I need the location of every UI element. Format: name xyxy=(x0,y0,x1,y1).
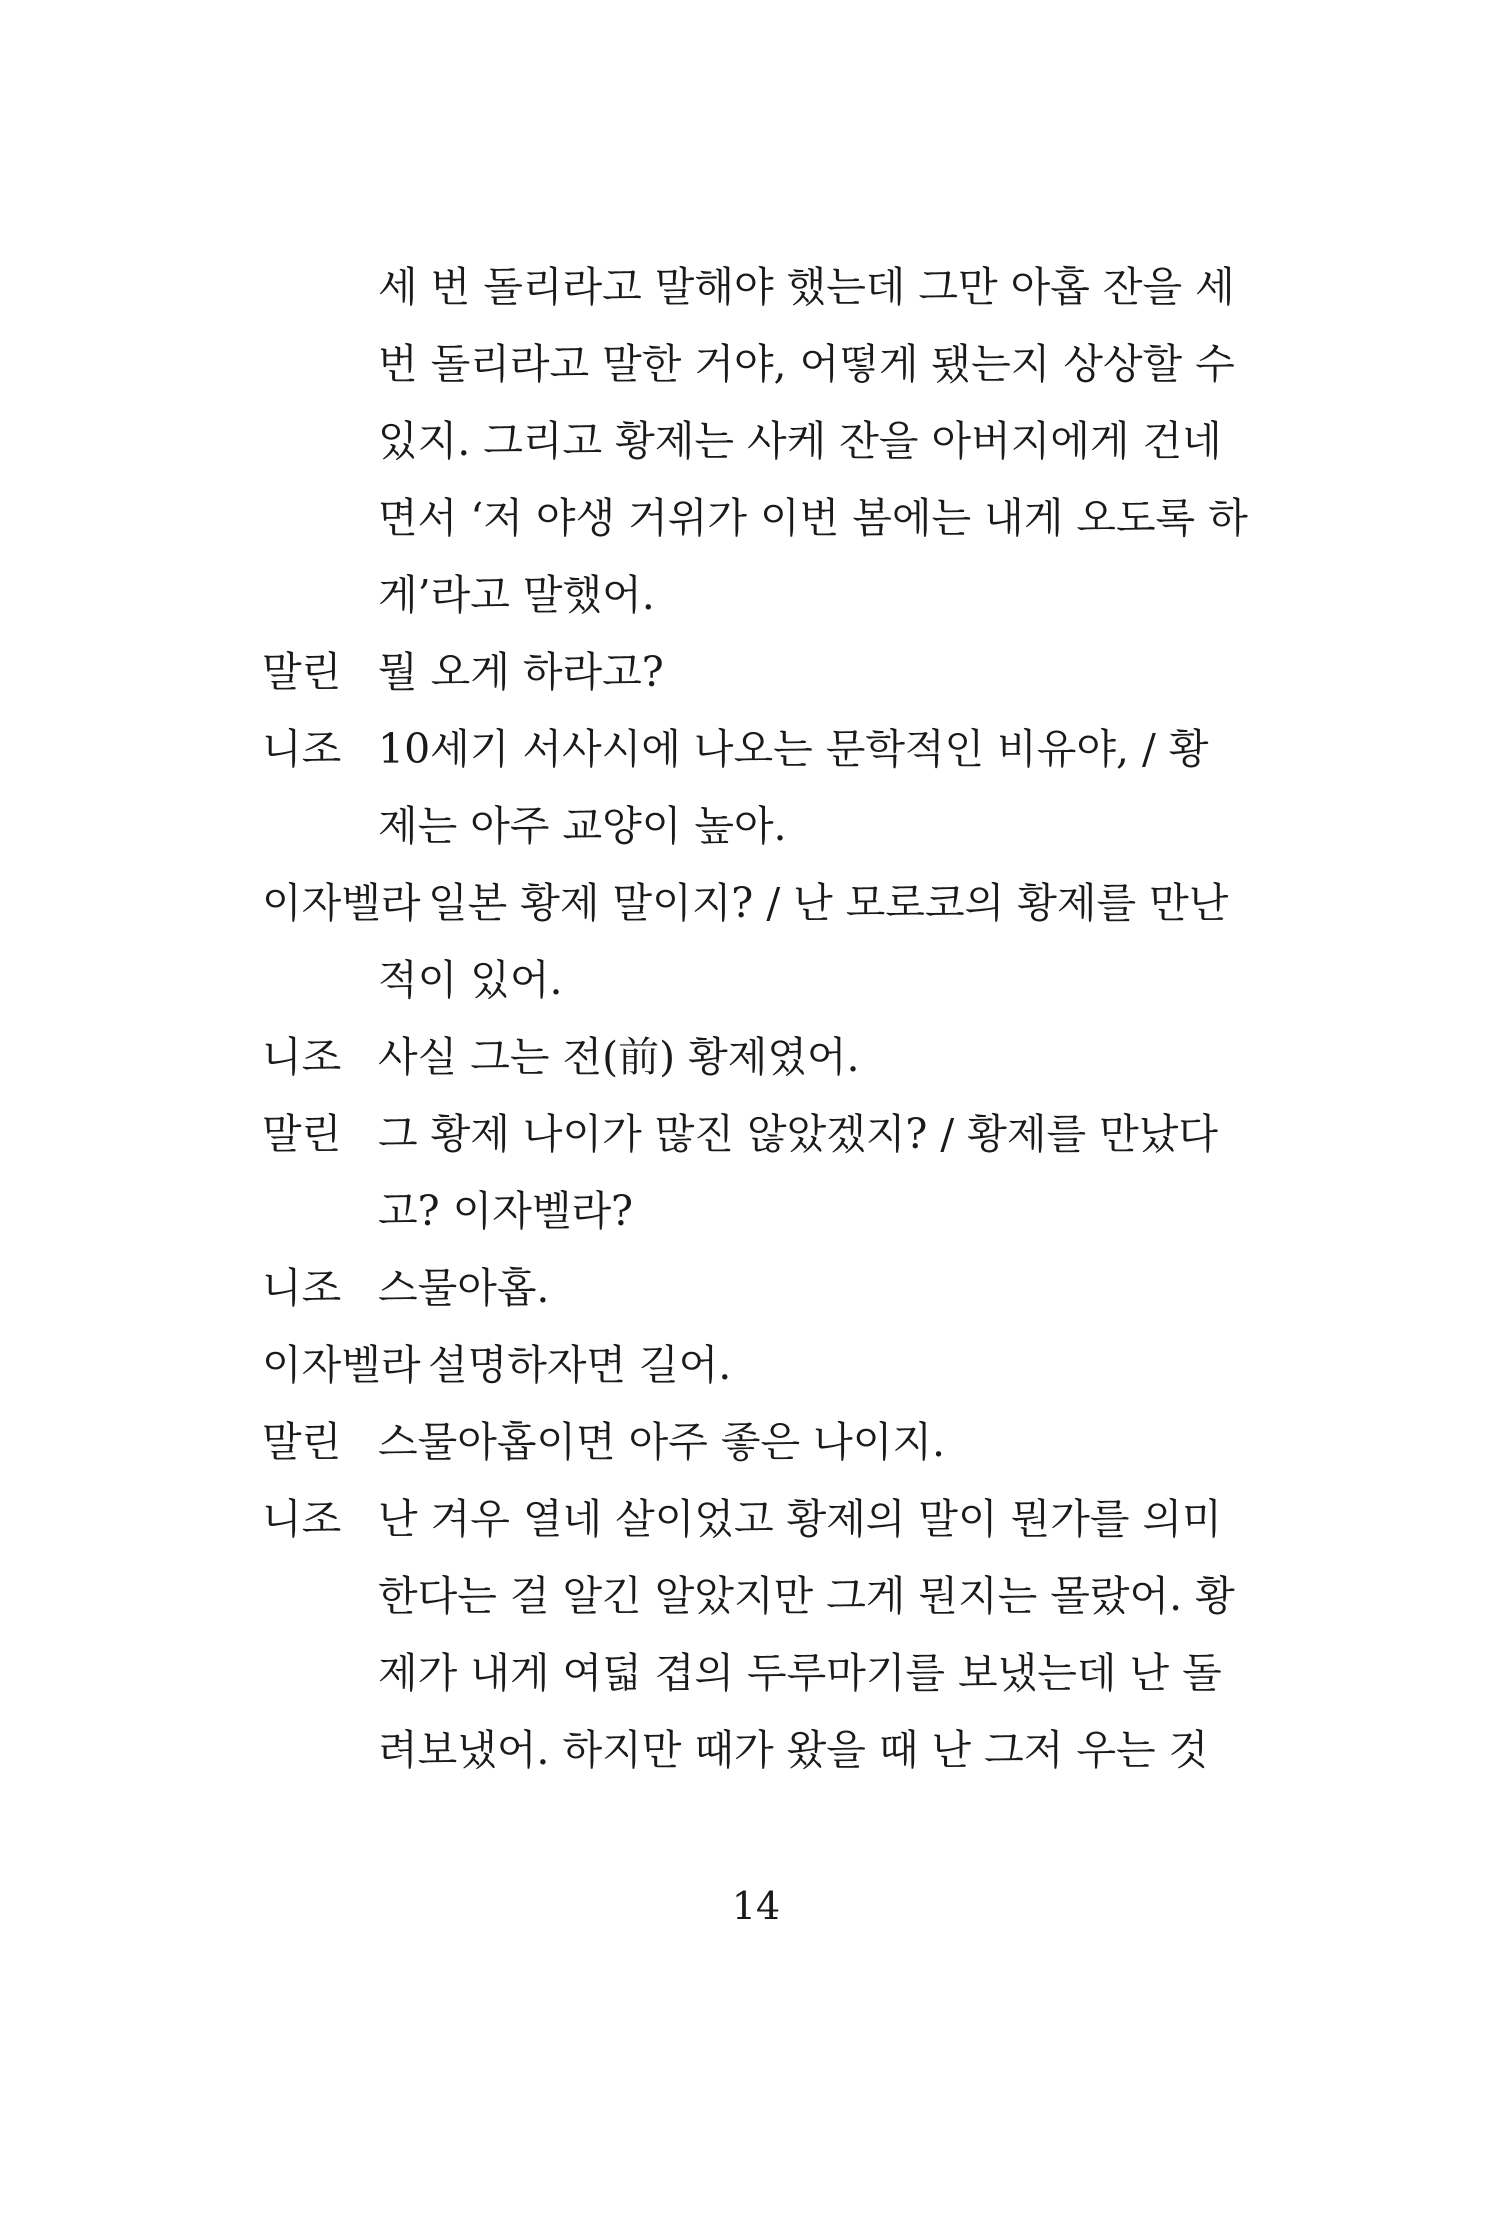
speaker-name: 말린 xyxy=(262,1418,342,1466)
speaker-name: 니조 xyxy=(262,1033,342,1081)
speaker-name: 니조 xyxy=(262,1264,342,1312)
speaker-name: 니조 xyxy=(262,1495,342,1543)
dialogue-line: 제가 내게 여덟 겹의 두루마기를 보냈는데 난 돌 xyxy=(378,1649,1222,1697)
speaker-name: 니조 xyxy=(262,725,342,773)
page-number: 14 xyxy=(731,1884,781,1928)
dialogue-line: 고? 이자벨라? xyxy=(378,1187,634,1235)
dialogue-line: 면서 ‘저 야생 거위가 이번 봄에는 내게 오도록 하 xyxy=(378,494,1248,542)
dialogue-line: 려보냈어. 하지만 때가 왔을 때 난 그저 우는 것 xyxy=(378,1726,1209,1774)
dialogue-line: 번 돌리라고 말한 거야, 어떻게 됐는지 상상할 수 xyxy=(378,340,1235,388)
speaker-name: 이자벨라 xyxy=(262,879,421,927)
dialogue-line: 10세기 서사시에 나오는 문학적인 비유야, / 황 xyxy=(378,725,1209,773)
dialogue-line: 세 번 돌리라고 말해야 했는데 그만 아홉 잔을 세 xyxy=(378,263,1235,311)
dialogue-line: 사실 그는 전(前) 황제였어. xyxy=(378,1033,860,1081)
dialogue-line: 적이 있어. xyxy=(378,956,563,1004)
dialogue-line: 뭘 오게 하라고? xyxy=(378,648,664,696)
speaker-name: 이자벨라 xyxy=(262,1341,421,1389)
dialogue-line: 난 겨우 열네 살이었고 황제의 말이 뭔가를 의미 xyxy=(378,1495,1222,1543)
speaker-name: 말린 xyxy=(262,648,342,696)
speaker-name: 말린 xyxy=(262,1110,342,1158)
dialogue-line: 설명하자면 길어. xyxy=(428,1341,732,1389)
dialogue-line: 제는 아주 교양이 높아. xyxy=(378,802,787,850)
dialogue-line: 스물아홉. xyxy=(378,1264,550,1312)
dialogue-line: 일본 황제 말이지? / 난 모로코의 황제를 만난 xyxy=(428,879,1229,927)
dialogue-line: 그 황제 나이가 많진 않았겠지? / 황제를 만났다 xyxy=(378,1110,1218,1158)
dialogue-line: 스물아홉이면 아주 좋은 나이지. xyxy=(378,1418,946,1466)
dialogue-line: 있지. 그리고 황제는 사케 잔을 아버지에게 건네 xyxy=(378,417,1222,465)
dialogue-line: 한다는 걸 알긴 알았지만 그게 뭔지는 몰랐어. 황 xyxy=(378,1572,1235,1620)
dialogue-line: 게’라고 말했어. xyxy=(378,571,655,619)
